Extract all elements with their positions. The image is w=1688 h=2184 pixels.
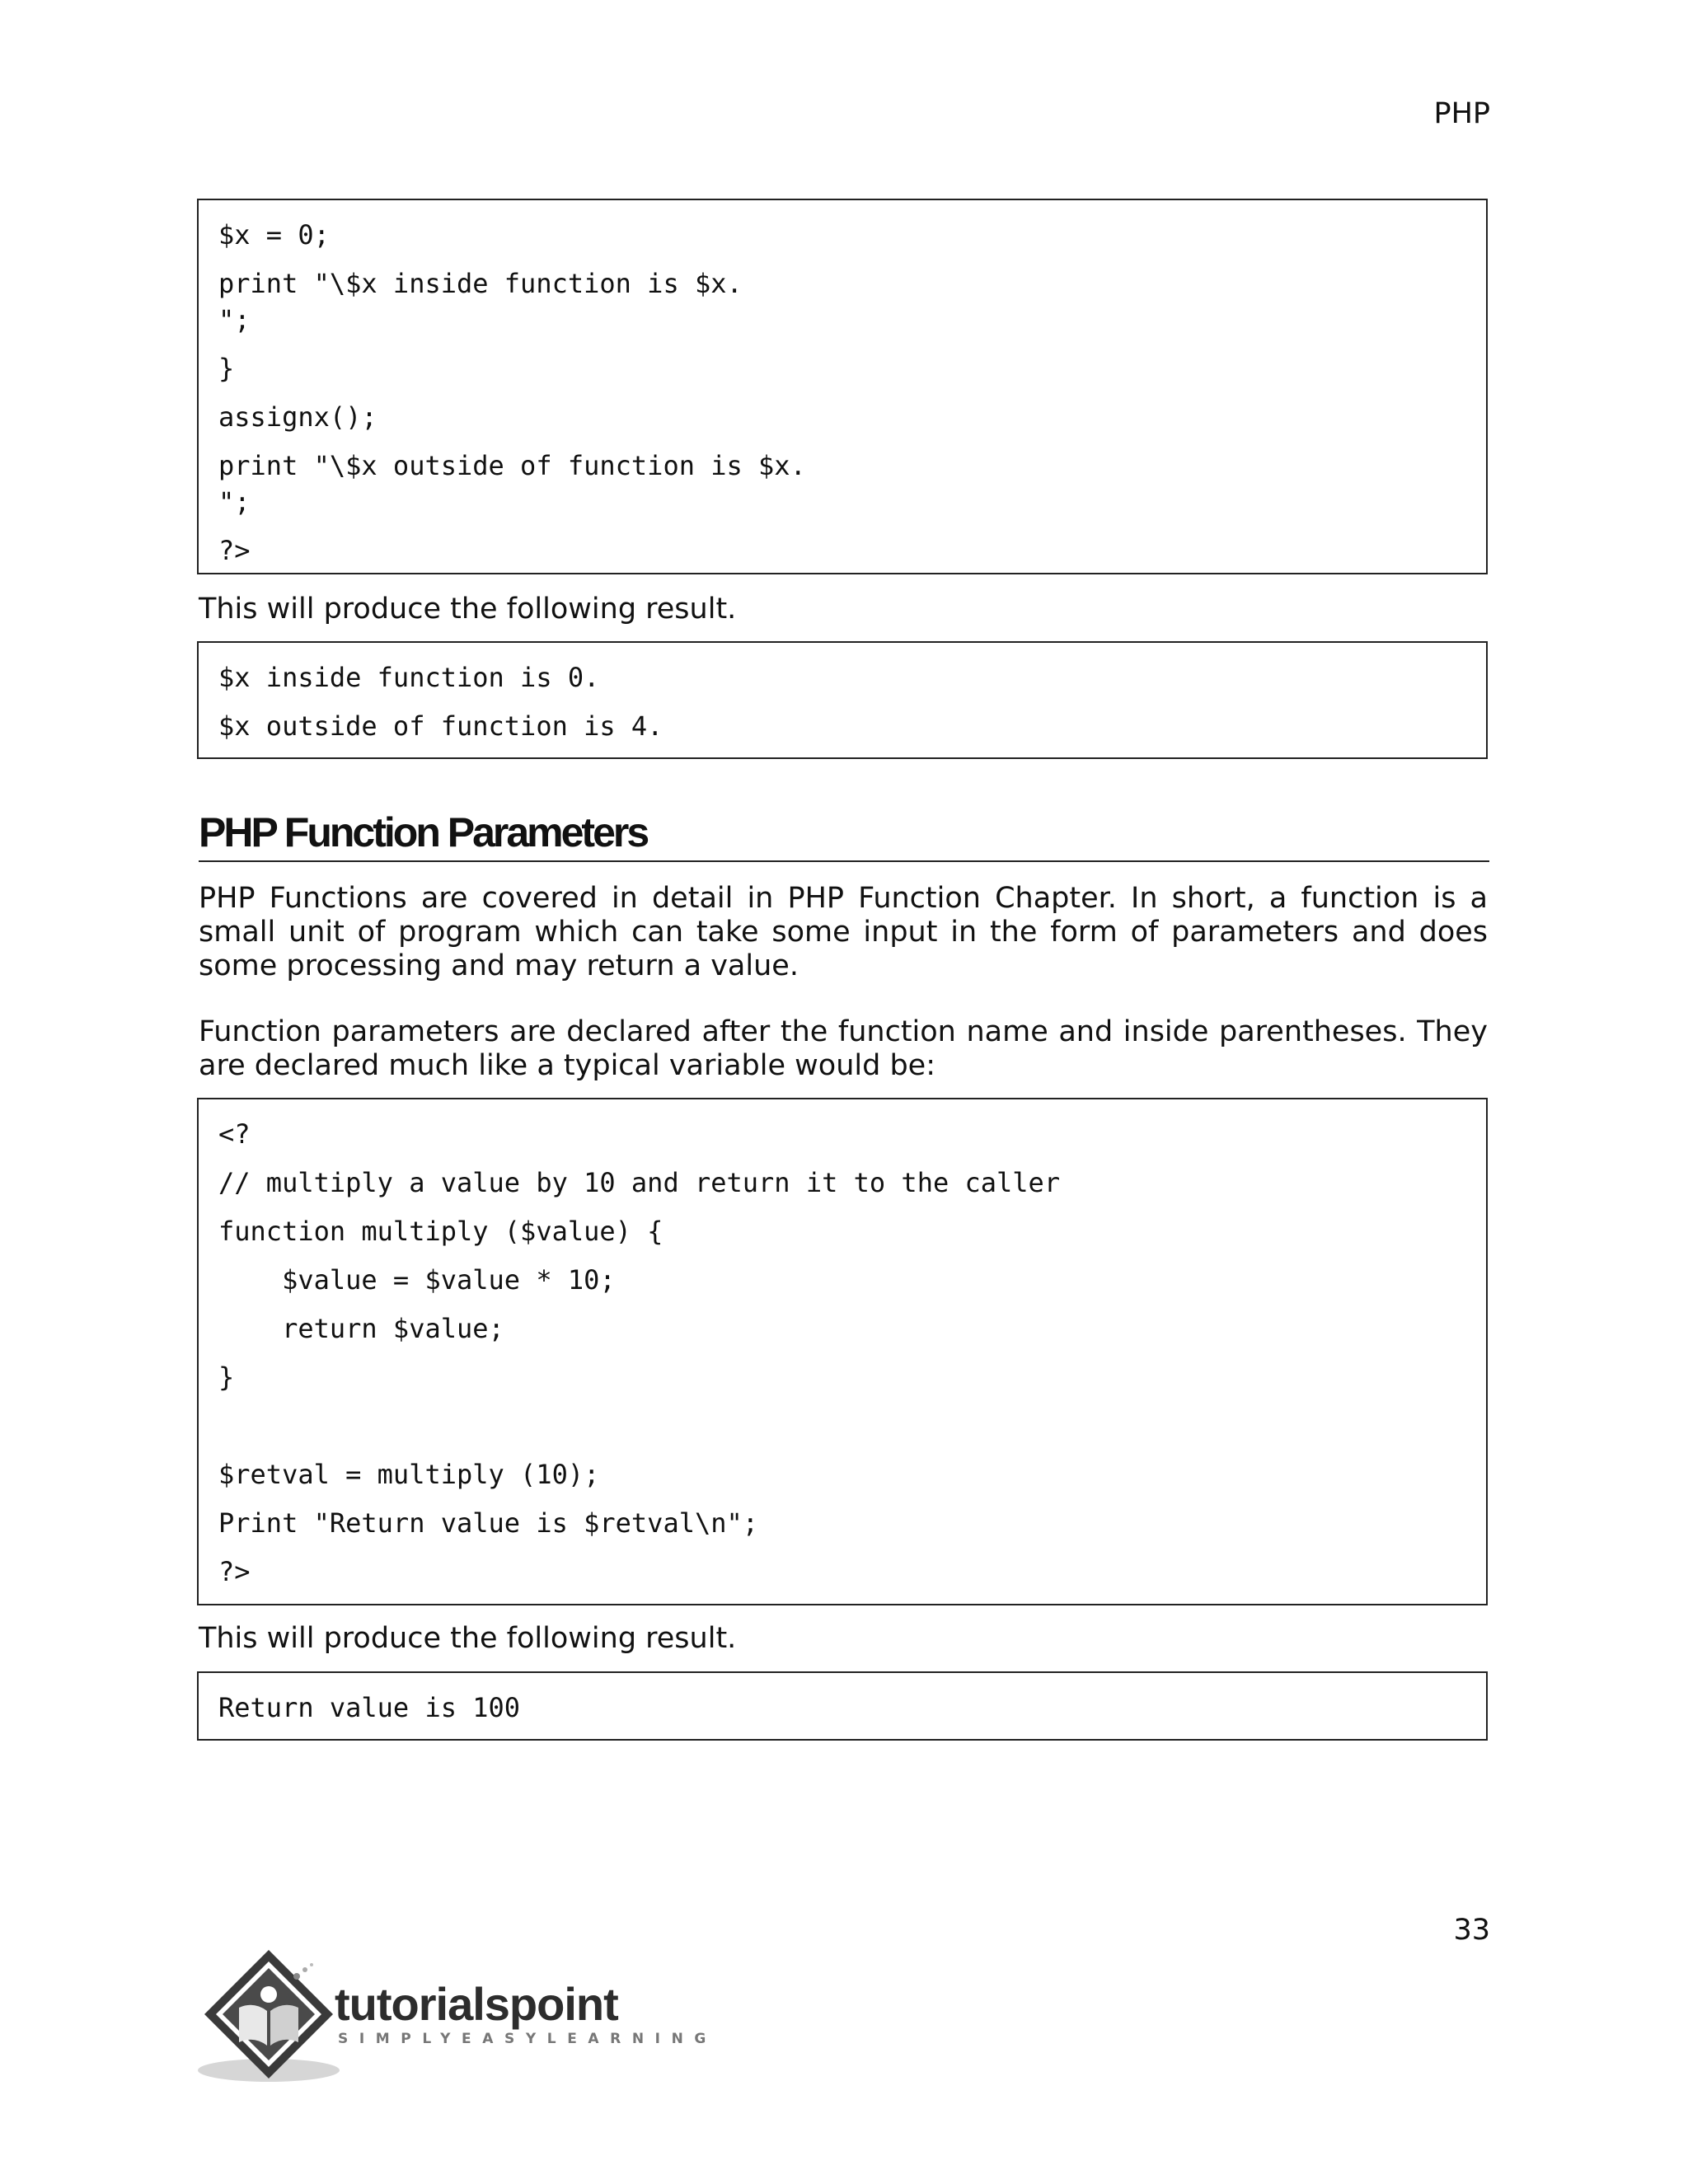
code-line: return $value; [218, 1313, 504, 1344]
code-line: Print "Return value is $retval\n"; [218, 1507, 759, 1539]
code-line: <? [218, 1118, 251, 1150]
output-block [197, 1671, 1488, 1741]
logo-tagline: SIMPLYEASYLEARNING [338, 2031, 717, 2047]
code-line: assignx(); [218, 401, 377, 433]
tutorialspoint-logo [196, 1943, 717, 2092]
code-line: $value = $value * 10; [218, 1264, 616, 1296]
paragraph: Function parameters are declared after the function name and inside parentheses. They are declared much like a typical variable would be: [199, 1015, 1488, 1082]
result-intro: This will produce the following result. [199, 1622, 737, 1655]
code-line: Return value is 100 [218, 1692, 521, 1723]
page-header-label: PHP [1433, 97, 1490, 130]
output-block [197, 641, 1488, 759]
code-line: } [218, 1361, 235, 1393]
code-line: $x outside of function is 4. [218, 710, 663, 742]
code-line: ?> [218, 1556, 251, 1587]
code-line: $x inside function is 0. [218, 662, 600, 693]
code-line: // multiply a value by 10 and return it to the caller [218, 1167, 1061, 1198]
section-heading: PHP Function Parameters [199, 808, 1489, 862]
logo-emblem-icon [196, 1943, 345, 2092]
code-line: ?> [218, 535, 251, 566]
logo-wordmark: tutorialspoint [335, 1978, 618, 2030]
code-line: print "\$x inside function is $x. "; [218, 268, 743, 335]
code-block [197, 1098, 1488, 1605]
paragraph: PHP Functions are covered in detail in PHP Function Chapter. In short, a function is a small unit of program which can take some input in the form of parameters and does some processing and may return a value. [199, 882, 1488, 982]
code-line: } [218, 353, 235, 384]
code-block [197, 199, 1488, 574]
page-number: 33 [1453, 1914, 1490, 1947]
code-line [218, 1408, 1466, 1444]
code-line: function multiply ($value) { [218, 1216, 663, 1247]
code-line: print "\$x outside of function is $x. "; [218, 450, 806, 518]
result-intro: This will produce the following result. [199, 593, 737, 626]
code-line: $x = 0; [218, 219, 330, 251]
code-line: $retval = multiply (10); [218, 1459, 600, 1490]
